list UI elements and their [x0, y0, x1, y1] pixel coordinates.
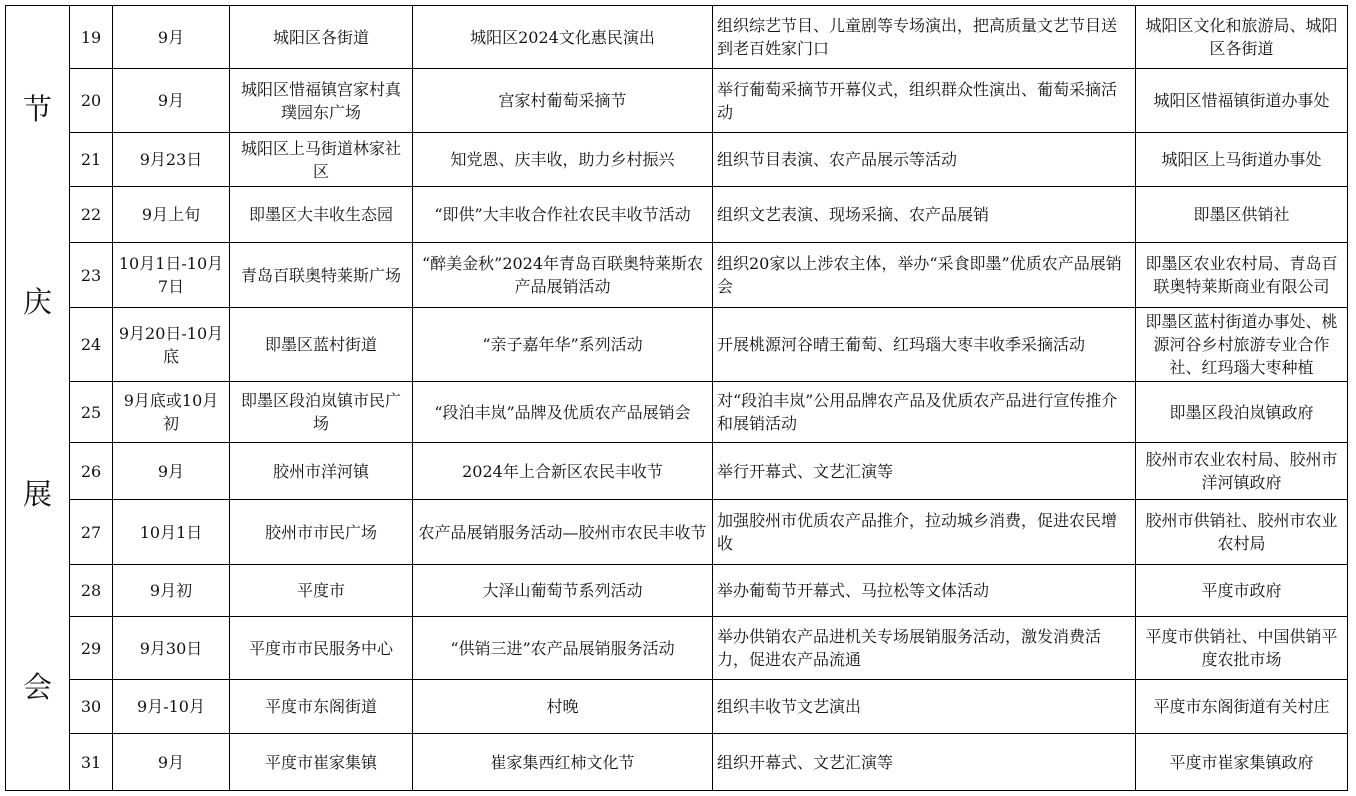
row-content: 组织文艺表演、现场采摘、农产品展销: [713, 187, 1136, 243]
row-time: 9月: [113, 69, 230, 133]
row-organizer: 城阳区上马街道办事处: [1136, 133, 1348, 187]
table-row: [6, 382, 1348, 443]
table-row: [6, 500, 1348, 565]
row-content: 举行开幕式、文艺汇演等: [713, 443, 1136, 500]
row-content: 加强胶州市优质农产品推介，拉动城乡消费，促进农民增收: [713, 500, 1136, 565]
row-organizer: 平度市崔家集镇政府: [1136, 734, 1348, 791]
row-organizer: 城阳区文化和旅游局、城阳区各街道: [1136, 6, 1348, 69]
row-number: 20: [70, 69, 113, 133]
row-activity-name: “亲子嘉年华”系列活动: [413, 308, 713, 382]
row-time: 9月: [113, 443, 230, 500]
row-organizer: 平度市政府: [1136, 565, 1348, 617]
category-cell: [6, 6, 70, 791]
category-char: 会: [22, 669, 52, 704]
row-number: 26: [70, 443, 113, 500]
row-number: 31: [70, 734, 113, 791]
table-row: [6, 734, 1348, 791]
table-row: [6, 680, 1348, 734]
row-content: 组织开幕式、文艺汇演等: [713, 734, 1136, 791]
row-number: 21: [70, 133, 113, 187]
row-time: 9月: [113, 734, 230, 791]
row-activity-name: “供销三进”农产品展销服务活动: [413, 617, 713, 680]
table-row: [6, 308, 1348, 382]
row-organizer: 胶州市供销社、胶州市农业农村局: [1136, 500, 1348, 565]
row-content: 举办葡萄节开幕式、马拉松等文体活动: [713, 565, 1136, 617]
row-activity-name: 大泽山葡萄节系列活动: [413, 565, 713, 617]
row-organizer: 即墨区段泊岚镇政府: [1136, 382, 1348, 443]
row-organizer: 平度市供销社、中国供销平度农批市场: [1136, 617, 1348, 680]
row-place: 平度市崔家集镇: [230, 734, 413, 791]
row-content: 组织节目表演、农产品展示等活动: [713, 133, 1136, 187]
row-number: 23: [70, 243, 113, 308]
row-place: 青岛百联奥特莱斯广场: [230, 243, 413, 308]
row-activity-name: 城阳区2024文化惠民演出: [413, 6, 713, 69]
category-char: 展: [22, 477, 52, 512]
row-content: 组织丰收节文艺演出: [713, 680, 1136, 734]
row-content: 举行葡萄采摘节开幕仪式，组织群众性演出、葡萄采摘活动: [713, 69, 1136, 133]
row-place: 城阳区上马街道林家社区: [230, 133, 413, 187]
table-row: [6, 69, 1348, 133]
row-activity-name: 村晚: [413, 680, 713, 734]
row-content: 开展桃源河谷晴王葡萄、红玛瑙大枣丰收季采摘活动: [713, 308, 1136, 382]
row-time: 10月1日-10月7日: [113, 243, 230, 308]
category-char: 节: [22, 92, 52, 127]
row-organizer: 即墨区农业农村局、青岛百联奥特莱斯商业有限公司: [1136, 243, 1348, 308]
row-content: 组织20家以上涉农主体，举办“采食即墨”优质农产品展销会: [713, 243, 1136, 308]
row-place: 胶州市洋河镇: [230, 443, 413, 500]
row-place: 城阳区惜福镇宫家村真璞园东广场: [230, 69, 413, 133]
row-place: 平度市市民服务中心: [230, 617, 413, 680]
row-number: 29: [70, 617, 113, 680]
row-place: 平度市东阁街道: [230, 680, 413, 734]
row-content: 对“段泊丰岚”公用品牌农产品及优质农产品进行宣传推介和展销活动: [713, 382, 1136, 443]
row-time: 9月初: [113, 565, 230, 617]
row-activity-name: “段泊丰岚”品牌及优质农产品展销会: [413, 382, 713, 443]
row-time: 9月20日-10月底: [113, 308, 230, 382]
row-organizer: 平度市东阁街道有关村庄: [1136, 680, 1348, 734]
row-place: 即墨区大丰收生态园: [230, 187, 413, 243]
category-char: 庆: [22, 284, 52, 319]
row-activity-name: “醉美金秋”2024年青岛百联奥特莱斯农产品展销活动: [413, 243, 713, 308]
table-row: [6, 617, 1348, 680]
row-time: 9月上旬: [113, 187, 230, 243]
row-activity-name: 2024年上合新区农民丰收节: [413, 443, 713, 500]
row-place: 平度市: [230, 565, 413, 617]
row-time: 9月: [113, 6, 230, 69]
row-activity-name: 崔家集西红柿文化节: [413, 734, 713, 791]
row-number: 19: [70, 6, 113, 69]
row-organizer: 胶州市农业农村局、胶州市洋河镇政府: [1136, 443, 1348, 500]
row-number: 27: [70, 500, 113, 565]
row-time: 10月1日: [113, 500, 230, 565]
activity-table: [5, 5, 1348, 791]
table-row: [6, 443, 1348, 500]
row-content: 举办供销农产品进机关专场展销服务活动，激发消费活力，促进农产品流通: [713, 617, 1136, 680]
row-activity-name: 宫家村葡萄采摘节: [413, 69, 713, 133]
row-number: 24: [70, 308, 113, 382]
row-time: 9月-10月: [113, 680, 230, 734]
row-place: 即墨区蓝村街道: [230, 308, 413, 382]
row-number: 30: [70, 680, 113, 734]
row-number: 28: [70, 565, 113, 617]
row-activity-name: 农产品展销服务活动—胶州市农民丰收节: [413, 500, 713, 565]
row-organizer: 即墨区供销社: [1136, 187, 1348, 243]
row-time: 9月23日: [113, 133, 230, 187]
table-row: [6, 133, 1348, 187]
row-content: 组织综艺节目、儿童剧等专场演出，把高质量文艺节目送到老百姓家门口: [713, 6, 1136, 69]
row-number: 22: [70, 187, 113, 243]
row-number: 25: [70, 382, 113, 443]
table-row: [6, 6, 1348, 69]
row-place: 即墨区段泊岚镇市民广场: [230, 382, 413, 443]
row-activity-name: 知党恩、庆丰收，助力乡村振兴: [413, 133, 713, 187]
row-place: 胶州市市民广场: [230, 500, 413, 565]
row-time: 9月30日: [113, 617, 230, 680]
row-activity-name: “即供”大丰收合作社农民丰收节活动: [413, 187, 713, 243]
table-row: [6, 565, 1348, 617]
row-place: 城阳区各街道: [230, 6, 413, 69]
table-row: [6, 243, 1348, 308]
row-organizer: 城阳区惜福镇街道办事处: [1136, 69, 1348, 133]
table-row: [6, 187, 1348, 243]
row-time: 9月底或10月初: [113, 382, 230, 443]
row-organizer: 即墨区蓝村街道办事处、桃源河谷乡村旅游专业合作社、红玛瑙大枣种植: [1136, 308, 1348, 382]
